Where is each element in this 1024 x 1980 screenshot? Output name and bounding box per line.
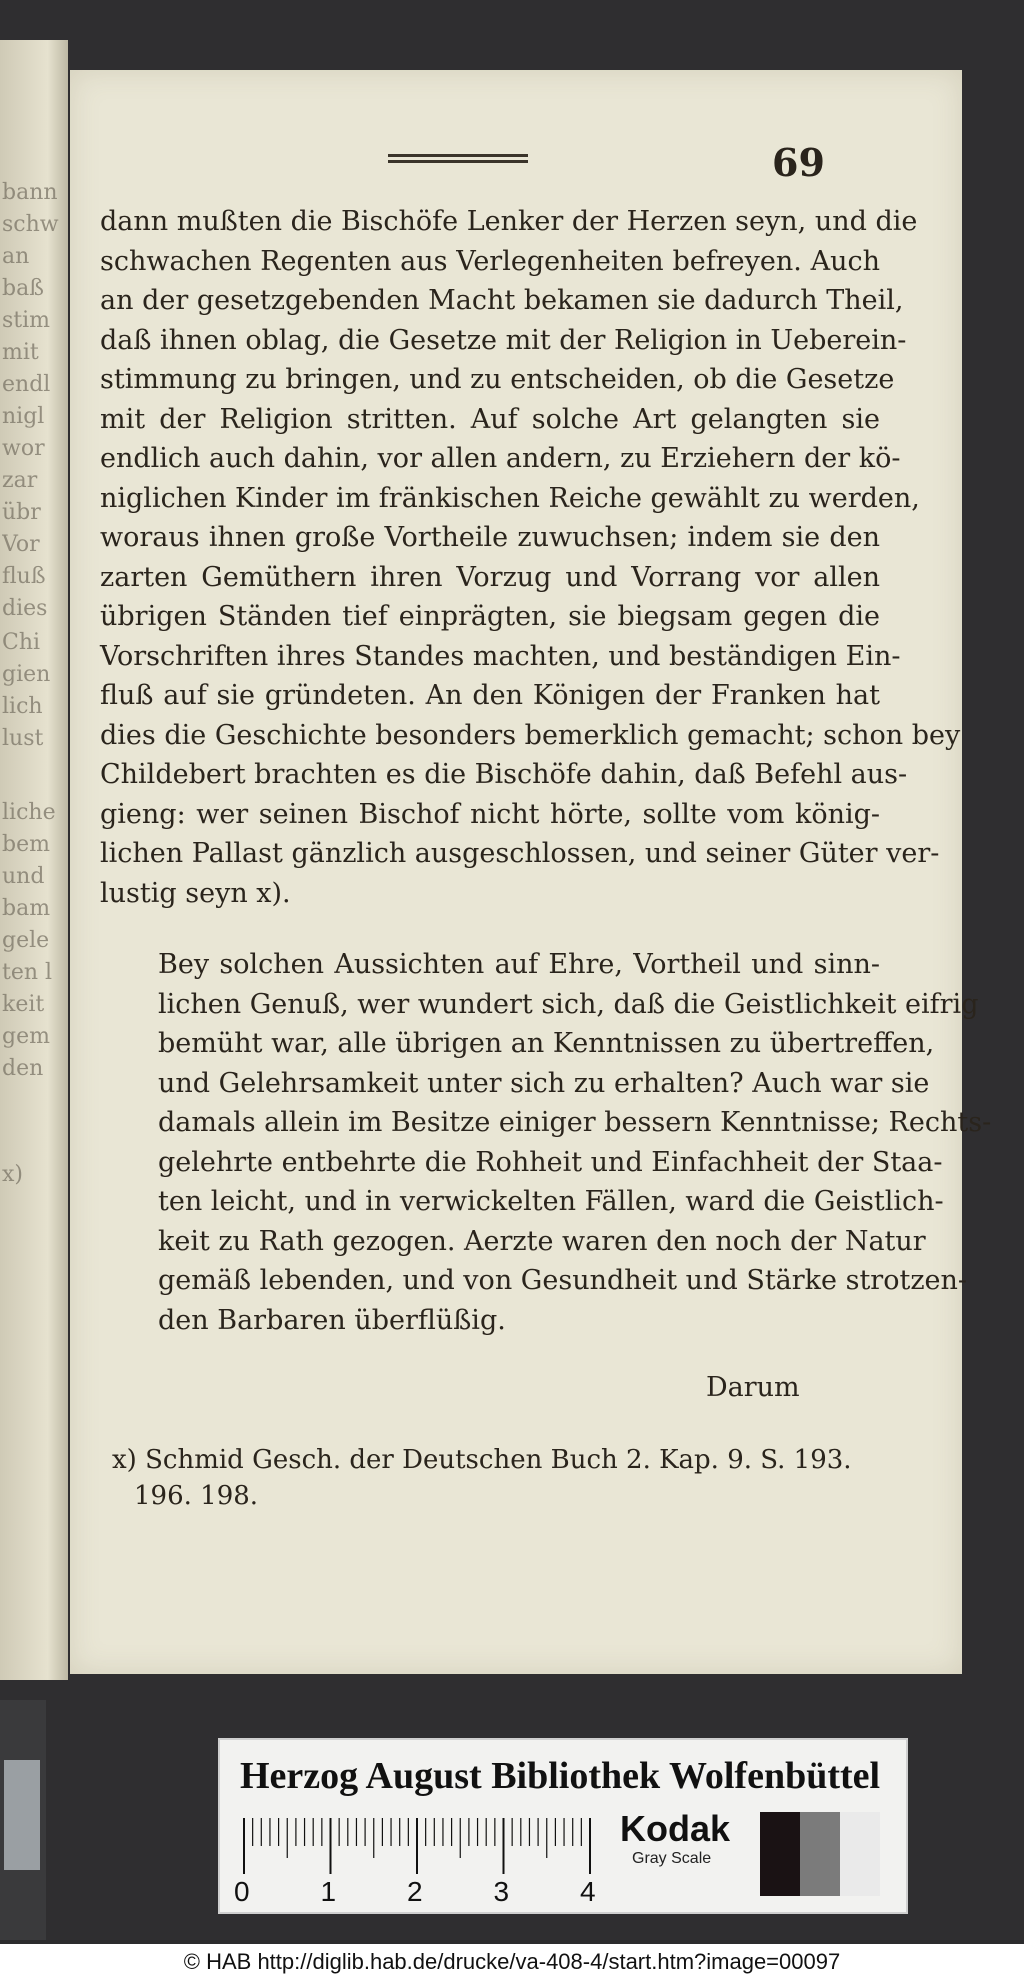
text-line: dies die Geschichte besonders bemerklich gemacht; schon bey [100, 719, 961, 751]
gray-scale-label: Gray Scale [632, 1850, 712, 1867]
ruler-number: 2 [407, 1876, 423, 1907]
left-page-fragment: Chi [2, 630, 41, 655]
left-page-fragment: keit [2, 992, 45, 1017]
text-line: lichen Genuß, wer wundert sich, daß die Geistlichkeit eifrig [158, 988, 979, 1020]
text-line: lichen Pallast gänzlich ausgeschlossen, und seiner Güter ver- [100, 838, 940, 869]
left-page-fragment: bam [2, 896, 51, 921]
footnote-line: x) Schmid Gesch. der Deutschen Buch 2. Kap. 9. S. 193. [112, 1445, 852, 1475]
text-line: zarten Gemüthern ihren Vorzug und Vorrang vor allen [100, 561, 880, 593]
left-page-fragment: übr [2, 500, 41, 525]
catchword: Darum [706, 1372, 800, 1403]
text-line: endlich auch dahin, vor allen andern, zu Erziehern der kö- [100, 443, 901, 474]
text-line: Vorschriften ihres Standes machten, und beständigen Ein- [100, 640, 901, 672]
body-text [100, 202, 992, 1340]
text-line: damals allein im Besitze einiger bessern Kenntnisse; Rechts- [158, 1107, 992, 1138]
text-line: fluß auf sie gründeten. An den Königen der Franken hat [100, 680, 880, 711]
text-line: den Barbaren überflüßig. [158, 1304, 506, 1336]
book-page [70, 70, 992, 1674]
gray-patch-dark [760, 1812, 800, 1896]
gray-patch-mid [800, 1812, 840, 1896]
text-line: stimmung zu bringen, und zu entscheiden, ob die Gesetze [100, 364, 895, 395]
left-page-fragment: gele [2, 928, 50, 953]
text-line: lustig seyn x). [100, 877, 291, 909]
kodak-logo: Kodak [620, 1808, 731, 1849]
left-page-fragment: gien [2, 662, 51, 687]
left-page-fragment: lich [2, 694, 43, 719]
text-line: Childebert brachten es die Bischöfe dahin, daß Befehl aus- [100, 759, 908, 790]
text-line: Bey solchen Aussichten auf Ehre, Vortheil und sinn- [158, 949, 880, 980]
footnote-line: 196. 198. [134, 1481, 259, 1511]
text-line: dann mußten die Bischöfe Lenker der Herzen seyn, und die [100, 206, 918, 237]
text-line: gieng: wer seinen Bischof nicht hörte, sollte vom könig- [100, 798, 880, 830]
left-page-fragment: lust [2, 726, 44, 751]
gray-patch-light [840, 1812, 880, 1896]
left-page-fragment: Vor [2, 532, 40, 557]
paragraph-1 [100, 202, 961, 913]
text-line: und Gelehrsamkeit unter sich zu erhalten? Auch war sie [158, 1067, 930, 1099]
header-rule [388, 154, 528, 163]
left-page-fragment: gem [2, 1024, 50, 1049]
left-page-fragment: bem [2, 832, 50, 857]
text-line: gelehrte entbehrte die Rohheit und Einfachheit der Staa- [158, 1146, 943, 1178]
page-number: 69 [772, 140, 825, 185]
text-line: woraus ihnen große Vortheile zuwuchsen; indem sie den [100, 522, 880, 553]
color-target-card [218, 1738, 908, 1914]
text-line: bemüht war, alle übrigen an Kenntnissen zu übertreffen, [158, 1028, 935, 1059]
spine-tab [4, 1760, 40, 1870]
left-page-fragment: schw [2, 212, 59, 237]
text-line: an der gesetzgebenden Macht bekamen sie dadurch Theil, [100, 285, 904, 316]
left-page-fragment: bann [2, 180, 58, 205]
left-page-fragment: den [2, 1056, 44, 1081]
left-page-fragment: dies [2, 596, 48, 621]
left-page-fragment: endl [2, 372, 51, 397]
ruler-number: 4 [580, 1876, 596, 1907]
left-page-fragment: stim [2, 308, 51, 333]
ruler-numbers [234, 1876, 594, 1910]
paragraph-2 [100, 945, 992, 1340]
text-line: mit der Religion stritten. Auf solche Art gelangten sie [100, 403, 880, 435]
text-line: niglichen Kinder im fränkischen Reiche gewählt zu werden, [100, 482, 920, 514]
left-page-edge [0, 40, 68, 1680]
library-name: Herzog August Bibliothek Wolfenbüttel [240, 1755, 881, 1797]
spine-strip [0, 1700, 46, 1940]
scale-ruler [242, 1808, 592, 1878]
left-page-fragment: x) [2, 1162, 23, 1187]
footnote [112, 1442, 872, 1514]
text-line: ten leicht, und in verwickelten Fällen, ward die Geistlich- [158, 1186, 944, 1217]
left-page-fragment: wor [2, 436, 45, 461]
left-page-fragment: ten l [2, 960, 53, 985]
text-line: gemäß lebenden, und von Gesundheit und Stärke strotzen- [158, 1265, 968, 1296]
left-page-fragment: fluß [2, 564, 46, 589]
left-page-fragment: baß [2, 276, 44, 301]
text-line: daß ihnen oblag, die Gesetze mit der Religion in Ueberein- [100, 324, 907, 356]
left-page-fragment: an [2, 244, 30, 269]
ruler-number: 1 [320, 1876, 337, 1907]
left-page-fragment: nigl [2, 404, 45, 429]
text-line: keit zu Rath gezogen. Aerzte waren den noch der Natur [158, 1225, 926, 1257]
left-page-fragment: mit [2, 340, 39, 365]
copyright-footer: © HAB http://diglib.hab.de/drucke/va-408-4/start.htm?image=00097 [0, 1944, 1024, 1980]
left-page-fragment: zar [2, 468, 38, 493]
text-line: übrigen Ständen tief einprägten, sie biegsam gegen die [100, 601, 880, 632]
text-line: schwachen Regenten aus Verlegenheiten befreyen. Auch [100, 245, 880, 277]
ruler-number: 0 [234, 1876, 250, 1907]
left-page-fragment: und [2, 864, 45, 889]
ruler-number: 3 [493, 1876, 510, 1907]
left-page-fragment: liche [2, 800, 56, 825]
